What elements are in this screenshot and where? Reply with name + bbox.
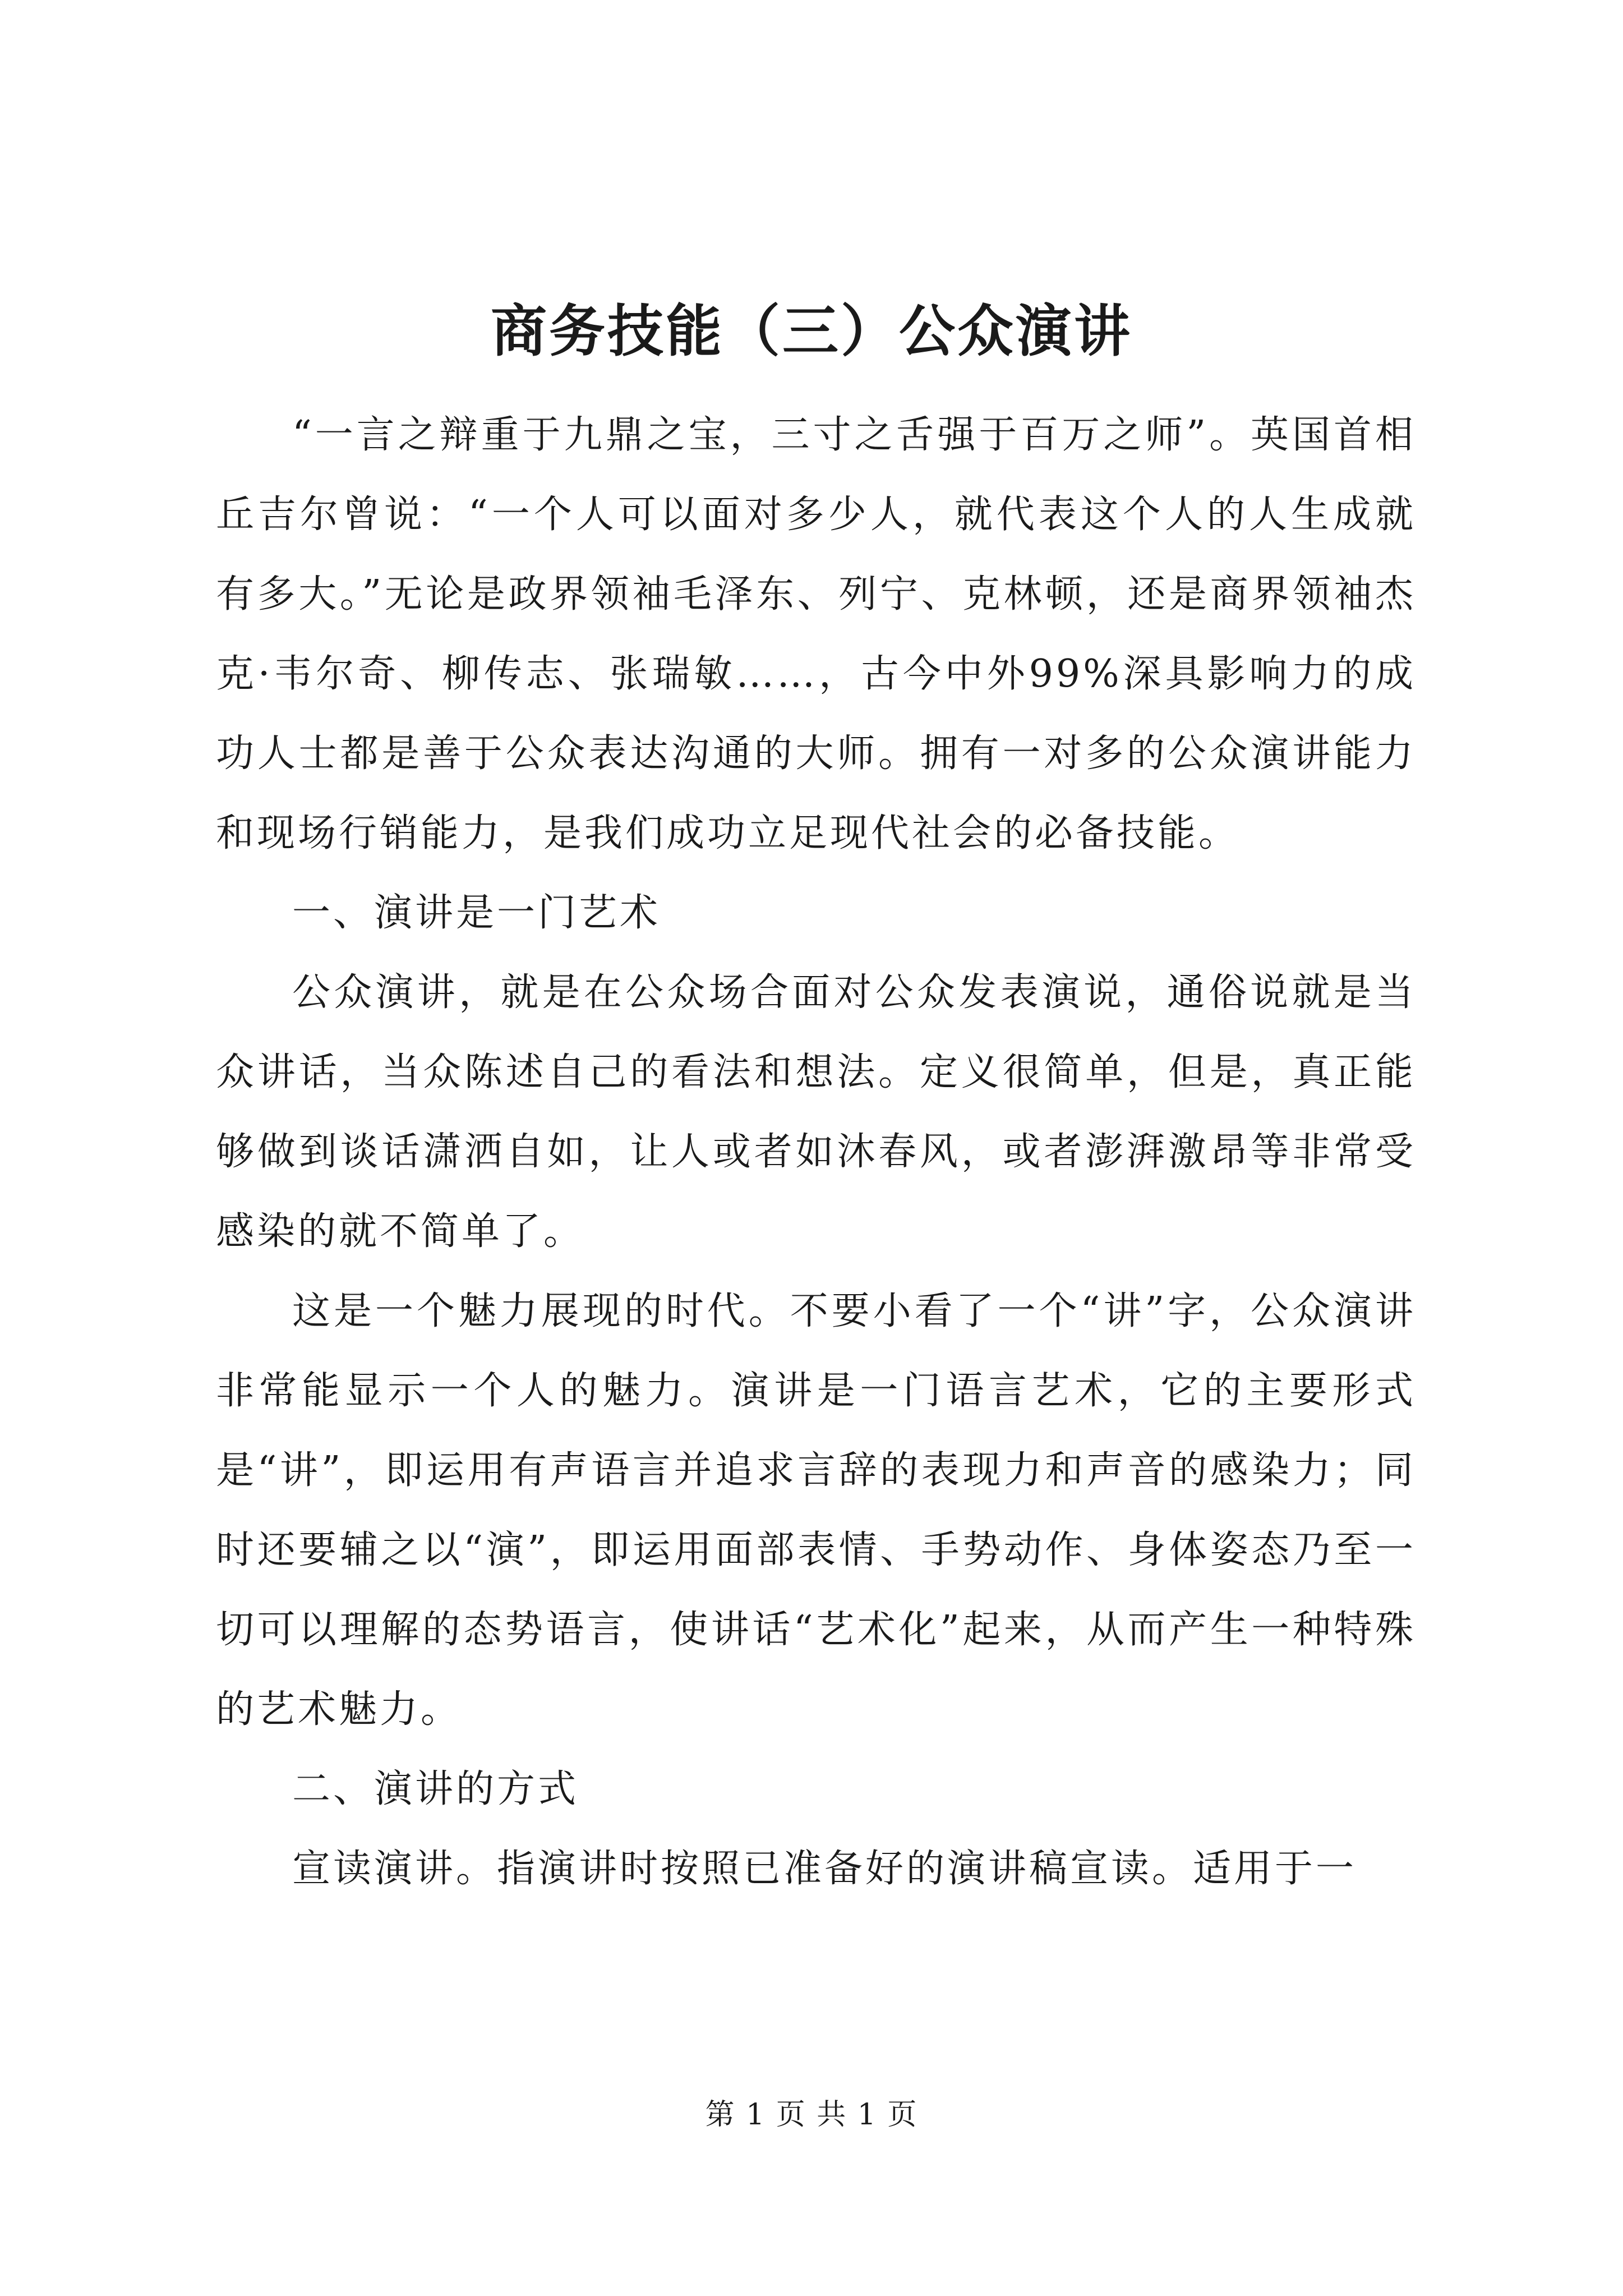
paragraph-definition: 公众演讲，就是在公众场合面对公众发表演说，通俗说就是当众讲话，当众陈述自己的看法和想法。定义很简单，但是，真正能够做到谈话潇洒自如，让人或者如沐春风，或者澎湃激昂等非常受感染的就不简单了。	[216, 970, 1416, 1254]
document-body	[216, 395, 1416, 1909]
document-title: 商务技能（三）公众演讲	[491, 298, 1132, 364]
page-footer: 第 1 页 共 1 页	[705, 2098, 918, 2132]
paragraph-intro: “一言之辩重于九鼎之宝，三寸之舌强于百万之师”。英国首相丘吉尔曾说：“一个人可以面对多少人，就代表这个人的人生成就有多大。”无论是政界领袖毛泽东、列宁、克林顿，还是商界领袖杰克·韦尔奇、柳传志、张瑞敏……，古今中外99%深具影响力的成功人士都是善于公众表达沟通的大师。拥有一对多的公众演讲能力和现场行销能力，是我们成功立足现代社会的必备技能。	[216, 413, 1416, 855]
section-heading-2: 二、演讲的方式	[292, 1767, 579, 1811]
paragraph-reading-speech: 宣读演讲。指演讲时按照已准备好的演讲稿宣读。适用于一	[292, 1847, 1357, 1891]
section-heading-1: 一、演讲是一门艺术	[292, 891, 661, 935]
paragraph-charm: 这是一个魅力展现的时代。不要小看了一个“讲”字，公众演讲非常能显示一个人的魅力。演讲是一门语言艺术，它的主要形式是“讲”，即运用有声语言并追求言辞的表现力和声音的感染力；同时还要辅之以“演”，即运用面部表情、手势动作、身体姿态乃至一切可以理解的态势语言，使讲话“艺术化”起来，从而产生一种特殊的艺术魅力。	[216, 1289, 1416, 1732]
